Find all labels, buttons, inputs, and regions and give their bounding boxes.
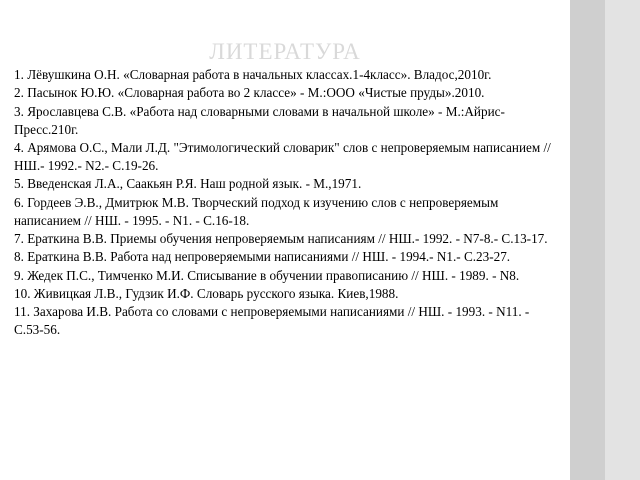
list-item: 9. Жедек П.С., Тимченко М.И. Списывание в обучении правописанию // НШ. - 1989. - N8. <box>14 267 520 283</box>
list-item: 11. Захарова И.В. Работа со словами с непроверяемыми написаниями // НШ. - 1993. - N11. - С.53-56. <box>14 304 530 338</box>
list-item: 8. Ераткина В.В. Работа над непроверяемыми написаниями // НШ. - 1994.- N1.- С.23-27. <box>14 249 511 265</box>
list-item: 7. Ераткина В.В. Приемы обучения непроверяемым написаниям // НШ.- 1992. - N7-8.- С.13-17. <box>14 230 548 246</box>
list-item: 2. Пасынок Ю.Ю. «Словарная работа во 2 классе» - М.:ООО «Чистые пруды».2010. <box>14 85 485 101</box>
page-title: ЛИТЕРАТУРА <box>209 39 361 64</box>
decorative-side-band <box>570 0 640 480</box>
list-item: 6. Гордеев Э.В., Дмитрюк М.В. Творческий подход к изучению слов с непроверяемым написанием // НШ. - 1995. - N1. - С.16-18. <box>14 194 499 228</box>
band-column-right <box>605 0 640 480</box>
list-item: 3. Ярославцева С.В. «Работа над словарными словами в начальной школе» - М.:Айрис-Пресс.210г. <box>14 103 505 137</box>
list-item: 4. Арямова О.С., Мали Л.Д. "Этимологический словарик" слов с непроверяемым написанием // НШ.- 1992.- N2.- С.19-26. <box>14 140 551 173</box>
reference-list <box>14 66 556 340</box>
list-item: 1. Лёвушкина О.Н. «Словарная работа в начальных классах.1-4класс». Владос,2010г. <box>14 67 492 82</box>
list-item: 5. Введенская Л.А., Саакьян Р.Я. Наш родной язык. - М.,1971. <box>14 176 362 192</box>
list-item: 10. Живицкая Л.В., Гудзик И.Ф. Словарь русского языка. Киев,1988. <box>14 286 399 301</box>
band-column-left <box>570 0 605 480</box>
